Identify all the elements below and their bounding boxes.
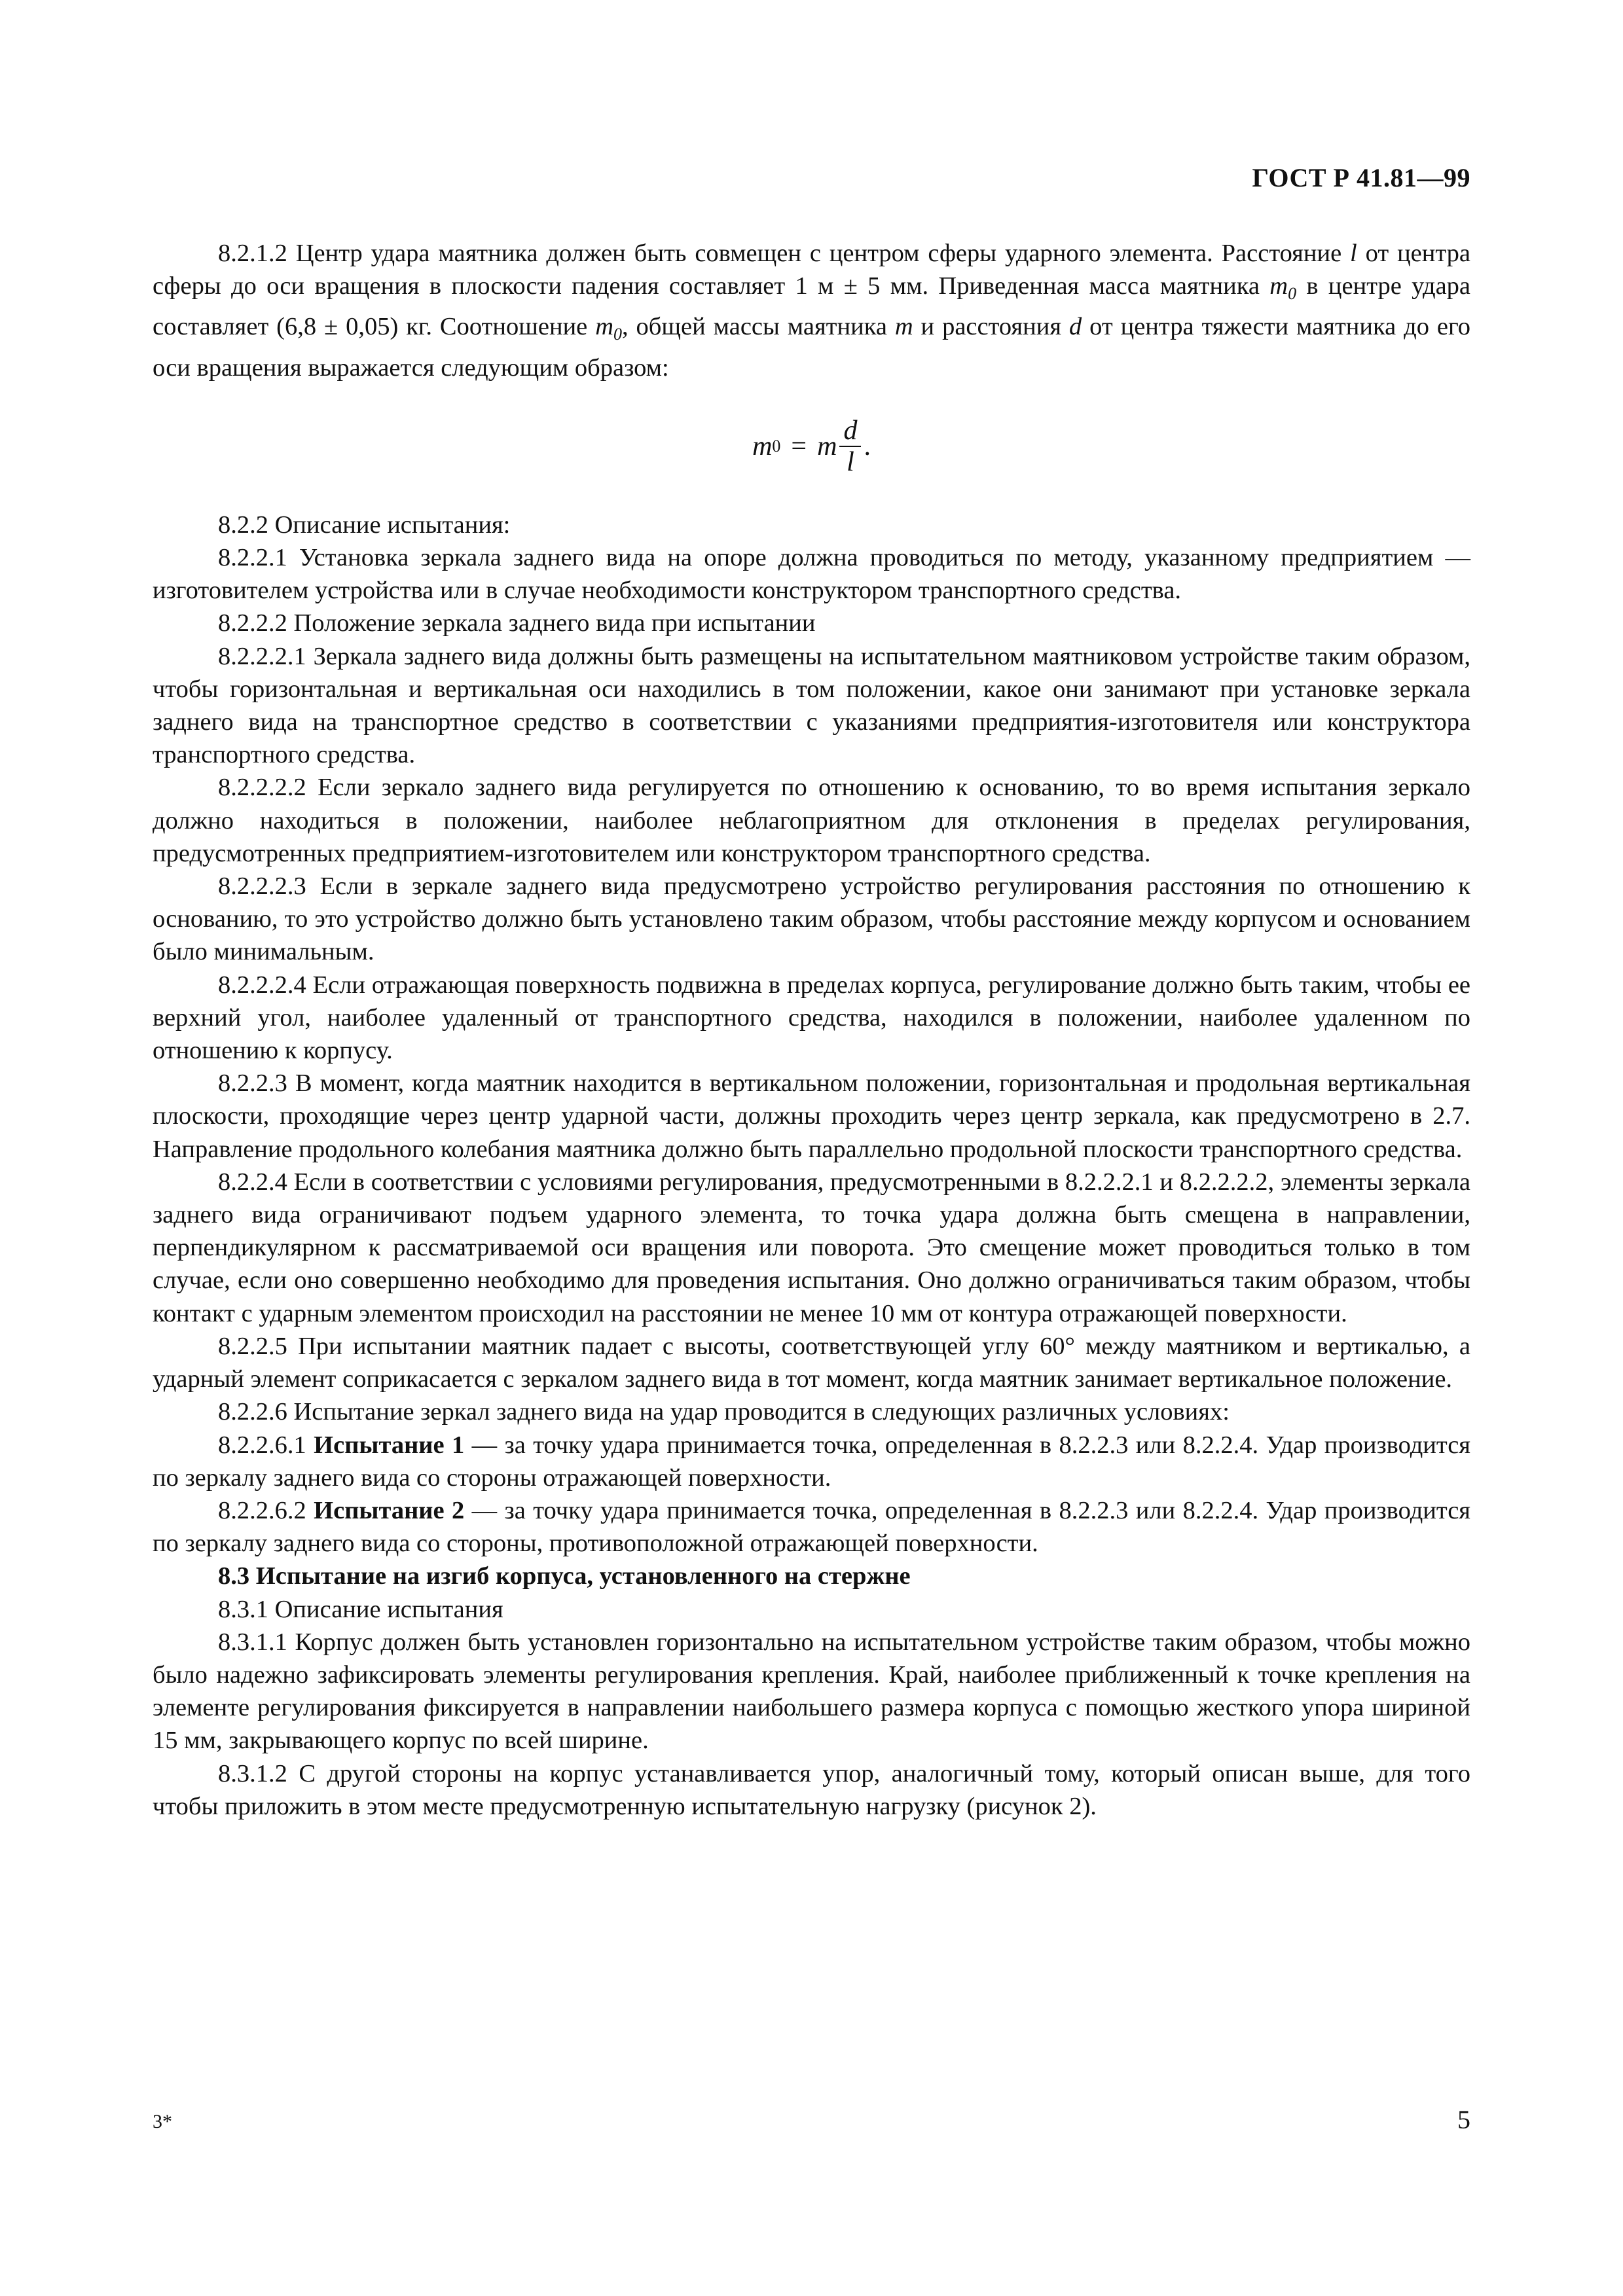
paragraph: 8.2.2.2.3 Если в зеркале заднего вида предусмотрено устройство регулирования расстояния по отношению к основанию, то это устройство должно быть установлено таким образом, чтобы расстояние между корпусом и основанием было минимальным. xyxy=(153,872,1470,966)
var-m: m xyxy=(595,313,613,341)
paragraph-8-2-1-2 xyxy=(153,237,1470,384)
test-title: Испытание 1 xyxy=(314,1431,465,1459)
var-m: m xyxy=(894,313,913,341)
fraction-numerator: d xyxy=(839,416,861,447)
paragraph: 8.2.2.6 Испытание зеркал заднего вида на удар проводится в следующих различных условиях: xyxy=(218,1398,1230,1426)
paragraph: 8.2.2.2 Положение зеркала заднего вида при испытании xyxy=(218,609,816,637)
formula-equals: = xyxy=(791,431,807,461)
paragraph: 8.2.2.2.1 Зеркала заднего вида должны быть размещены на испытательном маятниковом устройстве таким образом, чтобы горизонтальная и вертикальная оси находились в том положении, какое они занимают при установке зеркала заднего вида на транспортное средство в соответствии с указаниями предприятия-изготовителя или конструктора транспортного средства. xyxy=(153,642,1470,769)
section-heading-text: 8.3 Испытание на изгиб корпуса, установленного на стержне xyxy=(218,1562,911,1590)
var-m0 xyxy=(595,313,622,344)
var-d: d xyxy=(1068,313,1082,341)
paragraph: 8.2.2.2.2 Если зеркало заднего вида регулируется по отношению к основанию, то во время испытания зеркало должно находиться в положении, наиболее неблагоприятном для отклонения в пределах регулирования, предусмотренных предприятием-изготовителем или конструктором транспортного средства. xyxy=(153,774,1470,867)
page-number: 5 xyxy=(1457,2105,1470,2134)
text-run: 8.2.1.2 Центр удара маятника должен быть совмещен с центром сферы ударного элемента. Расстояние xyxy=(218,240,1351,267)
paragraph: 8.2.2.2.4 Если отражающая поверхность подвижна в пределах корпуса, регулирование должно быть таким, чтобы ее верхний угол, наиболее удаленный от транспортного средства, находился в положении, наиболее удаленном по отношению к корпусу. xyxy=(153,971,1470,1065)
test-title: Испытание 2 xyxy=(314,1496,465,1524)
body-text xyxy=(153,237,1470,1823)
paragraph-test-2 xyxy=(153,1494,1470,1560)
subscript: 0 xyxy=(1288,284,1297,304)
paragraph: 8.3.1.2 С другой стороны на корпус устанавливается упор, аналогичный тому, который описан выше, для того чтобы приложить в этом месте предусмотренную испытательную нагрузку (рисунок 2). xyxy=(153,1759,1470,1820)
text-run: от центра сферы до оси вращения в плоскости падения составляет 1 м ± 5 мм. Приведенная масса маятника xyxy=(153,240,1471,300)
paragraph: 8.2.2.3 В момент, когда маятник находится в вертикальном положении, горизонтальная и продольная вертикальная плоскости, проходящие через центр ударной части, должны проходить через центр зеркала, как предусмотрено в 2.7. Направление продольного колебания маятника должно быть параллельно продольной плоскости транспортного средства. xyxy=(153,1069,1470,1163)
text-run: — за точку удара принимается точка, определенная в 8.2.2.3 или 8.2.2.4. Удар производится по зеркалу заднего вида со стороны отражающей поверхности. xyxy=(153,1431,1471,1492)
text-run: , общей массы маятника xyxy=(622,313,895,341)
formula-period: . xyxy=(864,431,871,461)
subscript: 0 xyxy=(613,325,622,344)
formula-fraction xyxy=(839,416,861,477)
paragraph: 8.2.2.4 Если в соответствии с условиями регулирования, предусмотренными в 8.2.2.2.1 и 8.2.2.2.2, элементы зеркала заднего вида ограничивают подъем ударного элемента, то точка удара должна быть смещена в направлении, перпендикулярном к рассматриваемой оси вращения или поворота. Это смещение может проводиться только в том случае, если оно совершенно необходимо для проведения испытания. Оно должно ограничиваться таким образом, чтобы контакт с ударным элементом происходил на расстоянии не менее 10 мм от контура отражающей поверхности. xyxy=(153,1168,1470,1327)
var-m: m xyxy=(1269,272,1288,300)
fraction-denominator: l xyxy=(847,446,854,477)
document-id: ГОСТ Р 41.81—99 xyxy=(1252,163,1470,192)
var-m0 xyxy=(1269,272,1297,304)
clause-number: 8.2.2.6.1 xyxy=(218,1431,314,1459)
text-run: — за точку удара принимается точка, определенная в 8.2.2.3 или 8.2.2.4. Удар производится по зеркалу заднего вида со стороны, противоположной отражающей поверхности. xyxy=(153,1496,1471,1558)
paragraph: 8.2.2 Описание испытания: xyxy=(218,511,511,539)
formula-rhs: m xyxy=(817,431,837,461)
text-run: в центре удара составляет (6,8 ± 0,05) кг. Соотношение xyxy=(153,272,1470,341)
text-run: и расстояния xyxy=(913,313,1069,341)
mass-formula xyxy=(153,384,1470,509)
formula-lhs: m xyxy=(752,431,773,461)
sheet-mark: 3* xyxy=(153,2111,172,2132)
paragraph: 8.3.1.1 Корпус должен быть установлен горизонтально на испытательном устройстве таким образом, чтобы можно было надежно зафиксировать элементы регулирования крепления. Край, наиболее приближенный к точке крепления на элементе регулирования фиксируется в направлении наибольшего размера корпуса с помощью жесткого упора шириной 15 мм, закрывающего корпус по всей ширине. xyxy=(153,1628,1470,1755)
paragraph: 8.2.2.5 При испытании маятник падает с высоты, соответствующей углу 60° между маятником и вертикалью, а ударный элемент соприкасается с зеркалом заднего вида в тот момент, когда маятник занимает вертикальное положение. xyxy=(153,1332,1470,1393)
paragraph: 8.3.1 Описание испытания xyxy=(218,1595,503,1623)
paragraph: 8.2.2.1 Установка зеркала заднего вида на опоре должна проводиться по методу, указанному предприятием — изготовителем устройства или в случае необходимости конструктором транспортного средства. xyxy=(153,544,1470,605)
section-heading-8-3 xyxy=(153,1560,1470,1592)
paragraph-test-1 xyxy=(153,1429,1470,1494)
text-run: от центра тяжести маятника до его оси вращения выражается следующим образом: xyxy=(153,313,1471,382)
var-l: l xyxy=(1350,240,1357,267)
clause-number: 8.2.2.6.2 xyxy=(218,1496,314,1524)
formula-lhs-subscript: 0 xyxy=(772,436,781,456)
